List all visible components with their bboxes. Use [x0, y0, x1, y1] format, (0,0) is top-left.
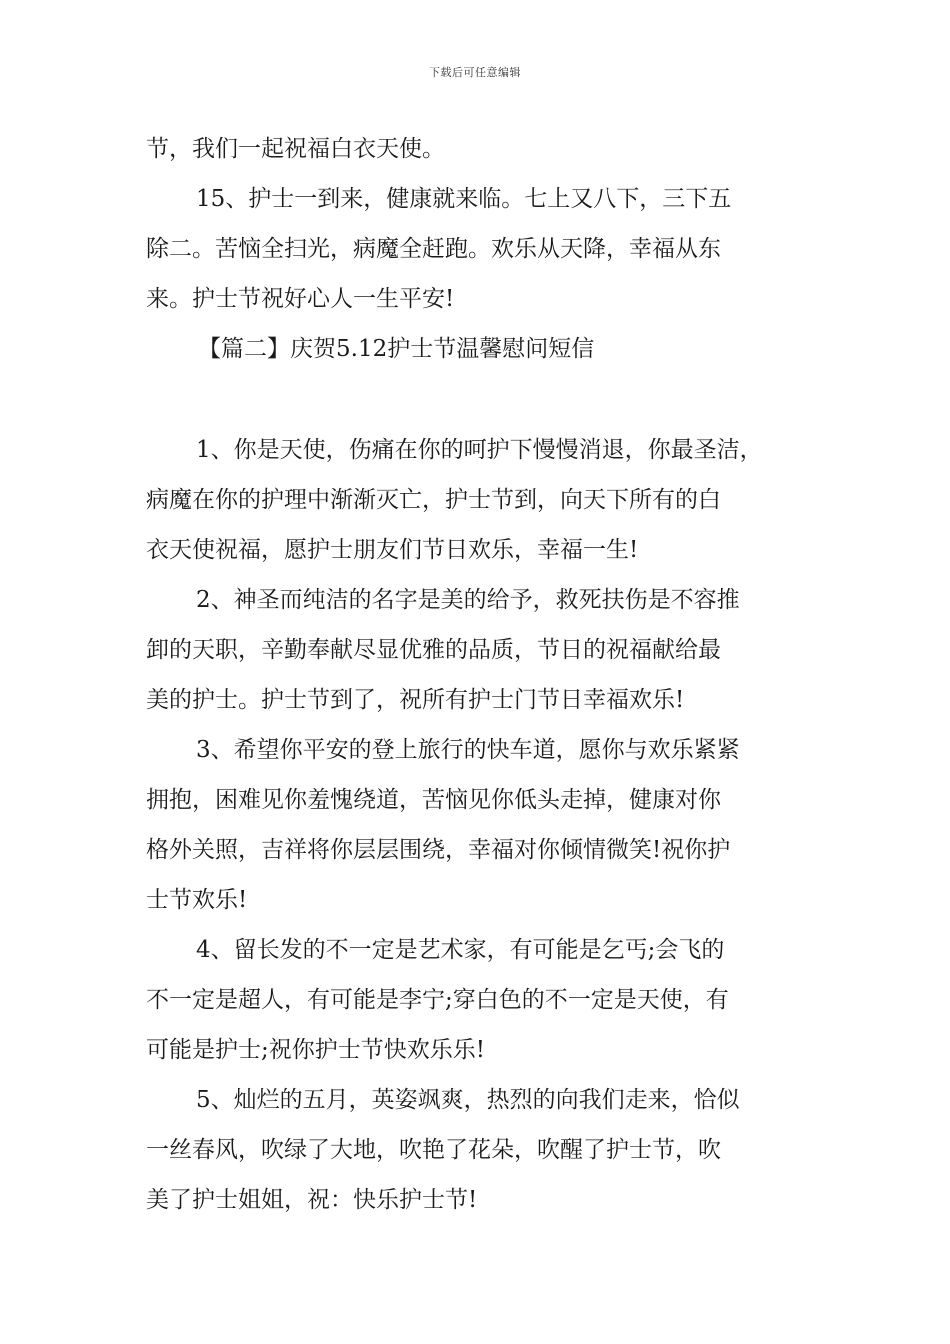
- paragraph-line: 可能是护士;祝你护士节快欢乐乐!: [146, 1037, 485, 1063]
- paragraph-line: 士节欢乐!: [146, 887, 248, 913]
- paragraph-line: 2、神圣而纯洁的名字是美的给予，救死扶伤是不容推: [196, 587, 740, 613]
- paragraph-line: 美的护士。护士节到了，祝所有护士门节日幸福欢乐!: [146, 687, 685, 713]
- section-heading: 【篇二】庆贺5.12护士节温馨慰问短信: [198, 336, 595, 362]
- paragraph-line: 节，我们一起祝福白衣天使。: [146, 136, 445, 162]
- paragraph-line: 衣天使祝福，愿护士朋友们节日欢乐，幸福一生!: [146, 537, 639, 563]
- paragraph-line: 除二。苦恼全扫光，病魔全赶跑。欢乐从天降，幸福从东: [146, 236, 721, 262]
- page-header: 下载后可任意编辑: [429, 66, 521, 79]
- paragraph-line: 拥抱，困难见你羞愧绕道，苦恼见你低头走掉，健康对你: [146, 787, 721, 813]
- section-one-text: [146, 124, 826, 374]
- paragraph-line: 美了护士姐姐，祝：快乐护士节!: [146, 1187, 478, 1213]
- paragraph-line: 病魔在你的护理中渐渐灭亡，护士节到，向天下所有的白: [146, 487, 721, 513]
- paragraph-line: 3、希望你平安的登上旅行的快车道，愿你与欢乐紧紧: [196, 737, 740, 763]
- paragraph-line: 卸的天职，辛勤奉献尽显优雅的品质，节日的祝福献给最: [146, 637, 721, 663]
- section-two-text: [146, 425, 826, 1225]
- paragraph-line: 4、留长发的不一定是艺术家，有可能是乞丐;会飞的: [196, 937, 725, 963]
- paragraph-line: 15、护士一到来，健康就来临。七上又八下，三下五: [196, 186, 732, 212]
- paragraph-line: 1、你是天使，伤痛在你的呵护下慢慢消退，你最圣洁，: [196, 437, 763, 463]
- paragraph-line: 一丝春风，吹绿了大地，吹艳了花朵，吹醒了护士节，吹: [146, 1137, 721, 1163]
- paragraph-line: 格外关照，吉祥将你层层围绕，幸福对你倾情微笑!祝你护: [146, 837, 731, 863]
- paragraph-line: 5、灿烂的五月，英姿飒爽，热烈的向我们走来，恰似: [196, 1087, 740, 1113]
- paragraph-line: 来。护士节祝好心人一生平安!: [146, 286, 455, 312]
- paragraph-line: 不一定是超人，有可能是李宁;穿白色的不一定是天使，有: [146, 987, 729, 1013]
